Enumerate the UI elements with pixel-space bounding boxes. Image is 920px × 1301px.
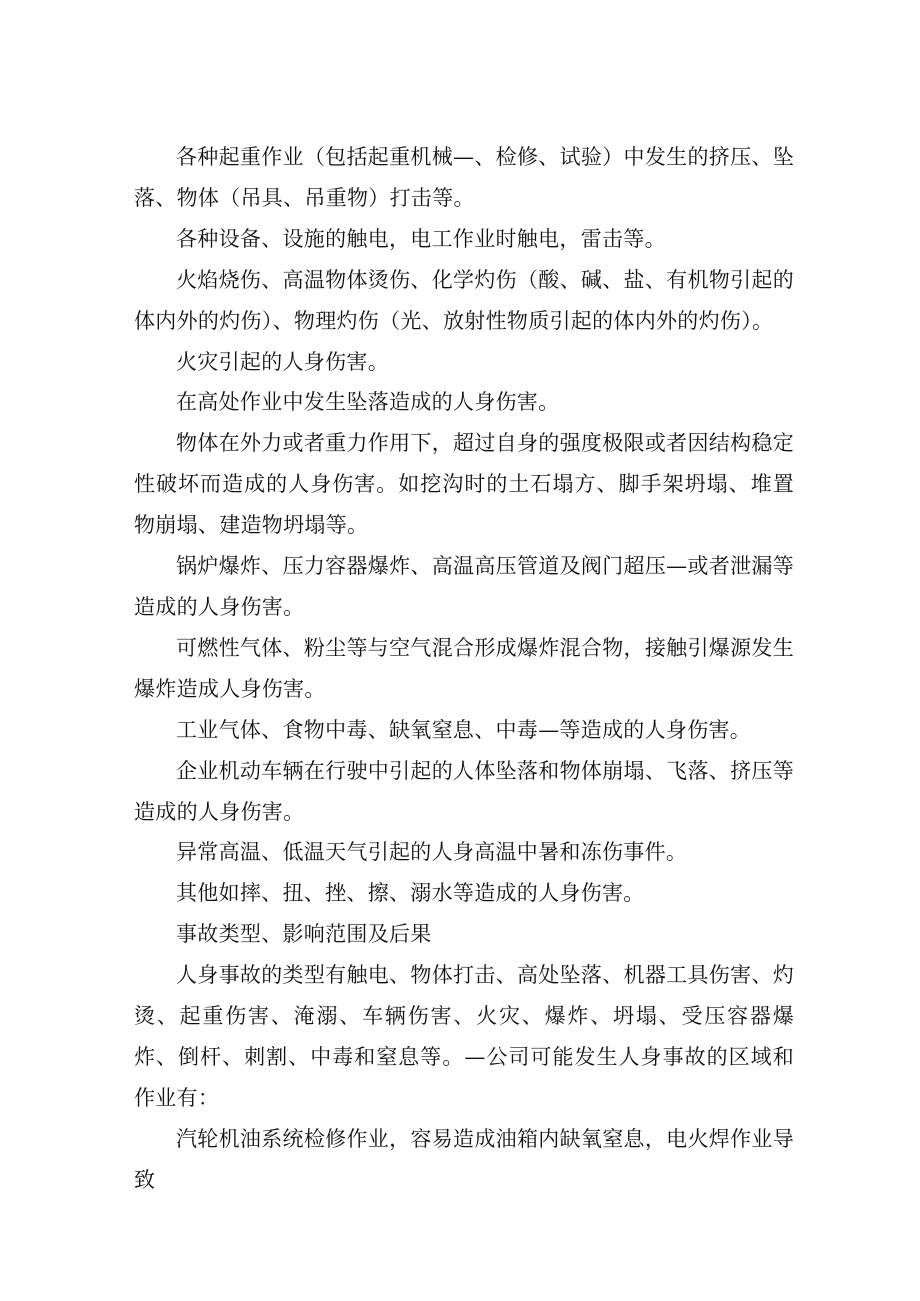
paragraph-falls: 在高处作业中发生坠落造成的人身伤害。 xyxy=(176,390,560,415)
paragraph-boiler-explosion: 锅炉爆炸、压力容器爆炸、高温高压管道及阀门超压—或者泄漏等造成的人身伤害。 xyxy=(134,554,794,619)
paragraph-other: 其他如摔、扭、挫、擦、溺水等造成的人身伤害。 xyxy=(176,881,645,906)
paragraph-turbine-oil: 汽轮机油系统检修作业，容易造成油箱内缺氧窒息，电火焊作业导致 xyxy=(134,1126,794,1192)
paragraph-weather: 异常高温、低温天气引起的人身高温中暑和冻伤事件。 xyxy=(176,840,688,865)
document-body xyxy=(134,137,794,1201)
paragraph-poisoning: 工业气体、食物中毒、缺氧窒息、中毒—等造成的人身伤害。 xyxy=(176,717,752,742)
paragraph-electric-shock: 各种设备、设施的触电，电工作业时触电，雷击等。 xyxy=(176,226,666,251)
paragraph-gas-explosion: 可燃性气体、粉尘等与空气混合形成爆炸混合物，接触引爆源发生爆炸造成人身伤害。 xyxy=(134,635,794,701)
paragraph-burns: 火焰烧伤、高温物体烫伤、化学灼伤（酸、碱、盐、有机物引起的体内外的灼伤）、物理灼伤（光、放射性物质引起的体内外的灼伤）。 xyxy=(134,267,794,333)
paragraph-collapse: 物体在外力或者重力作用下，超过自身的强度极限或者因结构稳定性破坏而造成的人身伤害。如挖沟时的土石塌方、脚手架坍塌、堆置物崩塌、建造物坍塌等。 xyxy=(134,431,794,538)
paragraph-fire: 火灾引起的人身伤害。 xyxy=(176,349,389,374)
paragraph-accident-types: 人身事故的类型有触电、物体打击、高处坠落、机器工具伤害、灼烫、起重伤害、淹溺、车辆伤害、火灾、爆炸、坍塌、受压容器爆炸、倒杆、刺割、中毒和窒息等。—公司可能发生人身事故的区域和作业有： xyxy=(134,963,794,1110)
section-heading: 事故类型、影响范围及后果 xyxy=(176,922,432,947)
paragraph-lifting-operations: 各种起重作业（包括起重机械—、检修、试验）中发生的挤压、坠落、物体（吊具、吊重物）打击等。 xyxy=(134,145,794,210)
paragraph-vehicle: 企业机动车辆在行驶中引起的人体坠落和物体崩塌、飞落、挤压等造成的人身伤害。 xyxy=(134,758,794,824)
